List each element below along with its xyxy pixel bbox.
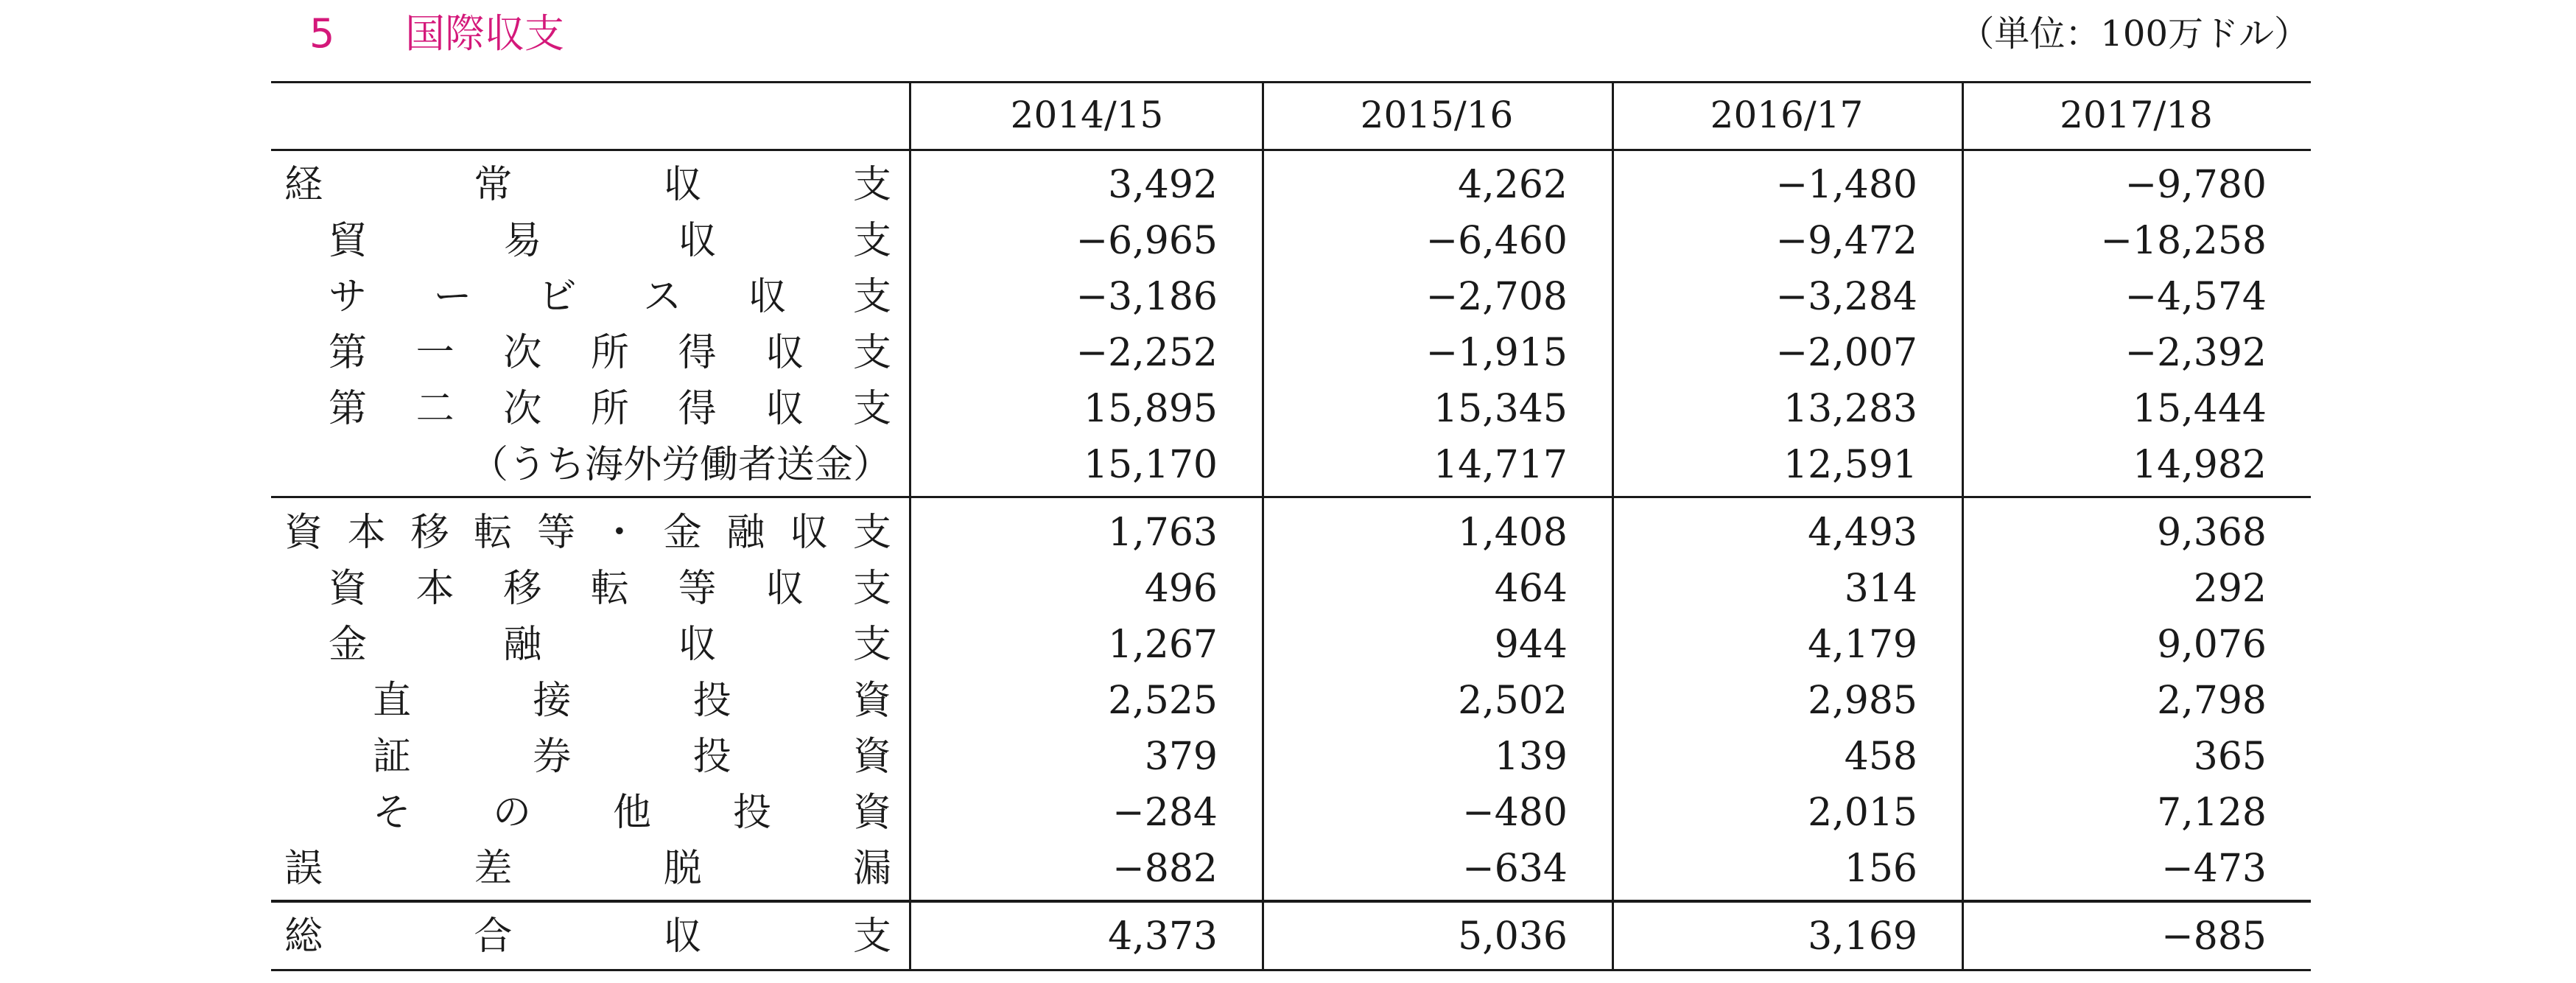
cell-value: 13,283 xyxy=(1783,387,1917,431)
label-char: 脱 xyxy=(663,847,702,891)
cell-value: 4,373 xyxy=(1108,914,1218,959)
label-char: 収 xyxy=(678,623,717,667)
column-header: 2016/17 xyxy=(1710,94,1864,136)
table-bottom-rule xyxy=(271,969,2311,971)
label-char: 支 xyxy=(852,511,891,555)
label-char: 収 xyxy=(765,567,804,611)
cell-value: −882 xyxy=(1112,847,1218,891)
row-label xyxy=(329,381,891,437)
cell-value: 139 xyxy=(1494,735,1568,779)
label-char: 融 xyxy=(503,623,542,667)
label-char: 常 xyxy=(474,163,513,207)
cell-value: −284 xyxy=(1112,791,1218,835)
table-row xyxy=(271,325,2311,381)
cell-value: 9,076 xyxy=(2157,623,2267,667)
label-char: 接 xyxy=(533,679,572,723)
column-header: 2017/18 xyxy=(2060,94,2213,136)
cell-value: 14,717 xyxy=(1433,443,1568,487)
cell-value: 3,169 xyxy=(1808,914,1917,959)
label-char: 等 xyxy=(537,511,576,555)
label-char: 融 xyxy=(726,511,765,555)
cell-value: 2,798 xyxy=(2157,679,2267,723)
header-rule xyxy=(271,149,2311,151)
label-char: 支 xyxy=(852,219,891,263)
label-char: 収 xyxy=(765,331,804,375)
table-row xyxy=(271,437,2311,493)
label-char: 誤 xyxy=(284,847,323,891)
table-row xyxy=(271,269,2311,325)
row-label xyxy=(284,909,891,965)
cell-value: −4,574 xyxy=(2124,275,2267,319)
cell-value: 314 xyxy=(1844,567,1917,611)
label-char: 支 xyxy=(852,914,891,959)
label-char: 第 xyxy=(329,387,368,431)
label-char: 易 xyxy=(503,219,542,263)
label-char: 資 xyxy=(852,791,891,835)
row-label xyxy=(329,561,891,617)
label-char: 得 xyxy=(678,387,717,431)
cell-value: −18,258 xyxy=(2100,219,2267,263)
column-header: 2014/15 xyxy=(1010,94,1164,136)
label-char: 支 xyxy=(852,275,891,319)
cell-value: 15,895 xyxy=(1084,387,1218,431)
row-label xyxy=(284,157,891,213)
table-row xyxy=(271,729,2311,785)
cell-value: 1,763 xyxy=(1108,511,1218,555)
label-char: そ xyxy=(373,791,412,835)
table-row xyxy=(271,841,2311,897)
cell-value: 1,408 xyxy=(1458,511,1568,555)
table-row xyxy=(271,673,2311,729)
row-label xyxy=(373,729,891,785)
label-char: 転 xyxy=(474,511,513,555)
label-char: ス xyxy=(643,275,682,319)
cell-value: 365 xyxy=(2193,735,2267,779)
row-label xyxy=(329,325,891,381)
table-row xyxy=(271,785,2311,841)
cell-value: 4,179 xyxy=(1808,623,1917,667)
cell-value: 2,525 xyxy=(1108,679,1218,723)
label-char: 支 xyxy=(852,331,891,375)
label-char: サ xyxy=(329,275,368,319)
row-label xyxy=(329,213,891,269)
cell-value: −9,780 xyxy=(2124,163,2267,207)
cell-value: −885 xyxy=(2161,914,2267,959)
label-char: 金 xyxy=(663,511,702,555)
cell-value: −634 xyxy=(1462,847,1568,891)
table-row xyxy=(271,909,2311,965)
row-label xyxy=(373,673,891,729)
label-char: 収 xyxy=(678,219,717,263)
cell-value: 4,493 xyxy=(1808,511,1917,555)
label-char: 資 xyxy=(329,567,368,611)
label-char: 合 xyxy=(474,914,513,959)
cell-value: −473 xyxy=(2161,847,2267,891)
label-char: 差 xyxy=(474,847,513,891)
cell-value: −1,480 xyxy=(1775,163,1917,207)
label-char: 得 xyxy=(678,331,717,375)
unit-note: （単位：100万ドル） xyxy=(1959,13,2309,55)
cell-value: 15,170 xyxy=(1084,443,1218,487)
cell-value: −3,186 xyxy=(1075,275,1218,319)
cell-value: 9,368 xyxy=(2157,511,2267,555)
group-rule xyxy=(271,900,2311,903)
label-char: ・ xyxy=(600,511,639,555)
label-char: 支 xyxy=(852,567,891,611)
cell-value: 2,985 xyxy=(1808,679,1917,723)
cell-value: −9,472 xyxy=(1775,219,1917,263)
cell-value: −2,392 xyxy=(2124,331,2267,375)
column-rule xyxy=(1962,81,1964,971)
label-char: 一 xyxy=(415,331,455,375)
label-char: 収 xyxy=(663,163,702,207)
label-char: 転 xyxy=(590,567,629,611)
label-char: 支 xyxy=(852,163,891,207)
cell-value: 2,015 xyxy=(1808,791,1917,835)
row-label xyxy=(373,785,891,841)
label-char: 総 xyxy=(284,914,323,959)
table-row xyxy=(271,213,2311,269)
label-char: 資 xyxy=(852,679,891,723)
cell-value: −480 xyxy=(1462,791,1568,835)
label-char: ビ xyxy=(538,275,577,319)
table-number: 5 xyxy=(309,10,335,57)
cell-value: 458 xyxy=(1844,735,1917,779)
cell-value: 15,444 xyxy=(2133,387,2267,431)
label-char: 収 xyxy=(790,511,829,555)
cell-value: −2,007 xyxy=(1775,331,1917,375)
label-char: 本 xyxy=(415,567,455,611)
cell-value: −6,965 xyxy=(1075,219,1218,263)
table-row xyxy=(271,561,2311,617)
cell-value: −6,460 xyxy=(1425,219,1568,263)
label-char: の xyxy=(492,791,531,835)
label-char: 次 xyxy=(503,387,542,431)
cell-value: 5,036 xyxy=(1458,914,1568,959)
cell-value: −2,708 xyxy=(1425,275,1568,319)
label-char: 券 xyxy=(533,735,572,779)
label-char: 本 xyxy=(347,511,386,555)
label-char: 他 xyxy=(612,791,651,835)
label-char: 収 xyxy=(765,387,804,431)
table-row xyxy=(271,505,2311,561)
cell-value: 1,267 xyxy=(1108,623,1218,667)
label-char: 等 xyxy=(678,567,717,611)
label-char: 移 xyxy=(410,511,449,555)
label-char: 資 xyxy=(852,735,891,779)
table-row xyxy=(271,381,2311,437)
cell-value: −3,284 xyxy=(1775,275,1917,319)
cell-value: 464 xyxy=(1494,567,1568,611)
label-char: 収 xyxy=(663,914,702,959)
label-char: 第 xyxy=(329,331,368,375)
row-label xyxy=(284,505,891,561)
cell-value: 15,345 xyxy=(1433,387,1568,431)
table-title-text: 国際収支 xyxy=(405,10,564,57)
label-char: 所 xyxy=(590,331,629,375)
table-row xyxy=(271,617,2311,673)
cell-value: 496 xyxy=(1144,567,1218,611)
group-rule xyxy=(271,496,2311,498)
table-title xyxy=(309,4,564,63)
cell-value: 3,492 xyxy=(1108,163,1218,207)
label-char: 移 xyxy=(503,567,542,611)
label-char: 投 xyxy=(732,791,771,835)
label-char: 金 xyxy=(329,623,368,667)
label-char: 貿 xyxy=(329,219,368,263)
label-char: 投 xyxy=(692,679,731,723)
cell-value: 7,128 xyxy=(2157,791,2267,835)
label-char: 投 xyxy=(692,735,731,779)
cell-value: 14,982 xyxy=(2133,443,2267,487)
cell-value: 944 xyxy=(1494,623,1568,667)
label-char: 支 xyxy=(852,623,891,667)
row-label xyxy=(284,841,891,897)
label-char: 次 xyxy=(503,331,542,375)
label-char: 所 xyxy=(590,387,629,431)
label-char: 支 xyxy=(852,387,891,431)
label-char: 収 xyxy=(748,275,787,319)
cell-value: 156 xyxy=(1844,847,1917,891)
cell-value: 12,591 xyxy=(1783,443,1917,487)
table-row xyxy=(271,157,2311,213)
cell-value: 2,502 xyxy=(1458,679,1568,723)
cell-value: 379 xyxy=(1144,735,1218,779)
label-char: 経 xyxy=(284,163,323,207)
column-rule xyxy=(1612,81,1614,971)
cell-value: 4,262 xyxy=(1458,163,1568,207)
cell-value: −2,252 xyxy=(1075,331,1218,375)
label-char: 資 xyxy=(284,511,323,555)
label-char: 直 xyxy=(373,679,412,723)
cell-value: −1,915 xyxy=(1425,331,1568,375)
cell-value: 292 xyxy=(2193,567,2267,611)
row-label: （うち海外労働者送金） xyxy=(469,443,891,487)
column-rule xyxy=(1262,81,1264,971)
column-header: 2015/16 xyxy=(1360,94,1514,136)
row-label xyxy=(329,617,891,673)
label-char: 証 xyxy=(373,735,412,779)
row-label xyxy=(329,269,891,325)
label-char: 二 xyxy=(415,387,455,431)
column-rule xyxy=(909,81,911,971)
label-char: 漏 xyxy=(852,847,891,891)
label-char: ー xyxy=(433,275,472,319)
